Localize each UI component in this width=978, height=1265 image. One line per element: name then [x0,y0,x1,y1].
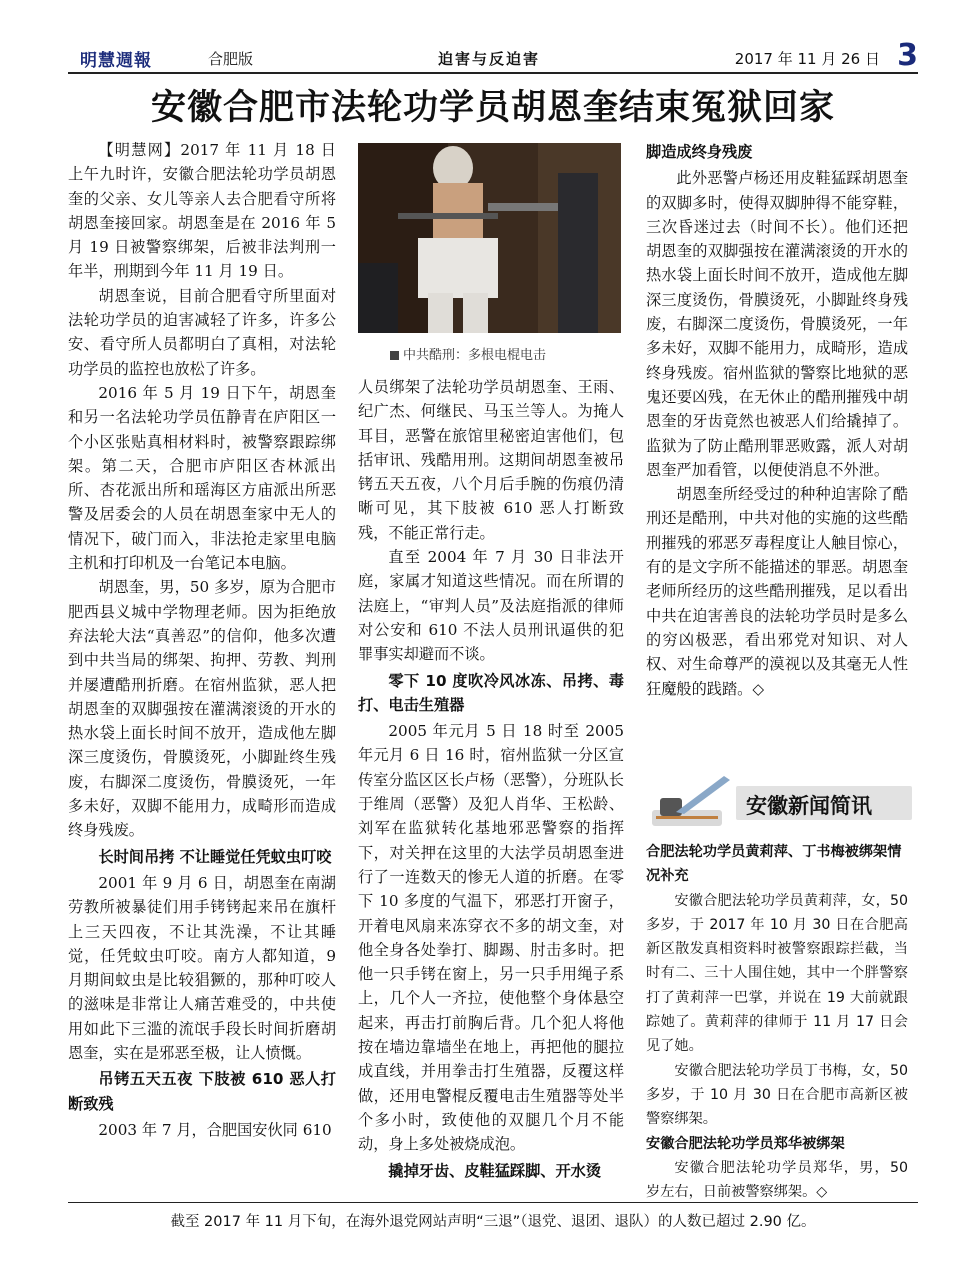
torture-photo [358,143,621,333]
paragraph: 2005 年元月 5 日 18 时至 2005 年元月 6 日 16 时，宿州监狱一分区宣传室分监区区长卢杨（恶警），分班队长于维周（恶警）及犯人肖华、王松龄、刘军在监狱转化基地邪恶警察的指挥下，对关押在这里的大法学员胡恩奎进行了一连数天的惨无人道的折磨。在零下 10 多度的气温下，邪恶打开窗子，开着电风扇来冻穿衣不多的胡文奎，对他全身各处拳打、脚踢、肘击多时。把他一只手铐在窗上，另一只手用绳子系上，几个人一齐拉，使他整个身体悬空起来，再击打前胸后背。几个犯人将他按在墙边靠墙坐在地上，再把他的腿拉成直线，并用拳击打生殖器，反覆这样做，还用电警棍反覆电击生殖器等处半个多小时，致使他的双腿几个月不能动，身上多处被烧成泡。 [358,722,624,1154]
paragraph: 直至 2004 年 7 月 30 日非法开庭，家属才知道这些情况。而在所谓的法庭上，“审判人员”及法庭指派的律师对公安和 610 不法人员刑讯逼供的犯罪事实却避而不谈。 [358,548,624,664]
brief-paragraph: 安徽合肥法轮功学员黄莉萍，女，50 多岁，于 2017 年 10 月 30 日在合肥高新区散发真相资料时被警察跟踪拦截，当时有二、三十人围住她，其中一个胖警察打了黄莉萍一巴掌，并说在 19 大前就跟踪她了。黄莉萍的律师于 11 月 17 日会见了她。 [646,892,908,1055]
paragraph: 2001 年 9 月 6 日，胡恩奎在南湖劳教所被暴徒们用手铐铐起来吊在旗杆上三天四夜，不让其洗澡，不让其睡觉，任凭蚊虫叮咬。南方人都知道，9 月期间蚊虫是比较猖獗的，那种叮咬人的滋味是非常让人痛苦难受的，中共使用如此下三滥的流氓手段长时间折磨胡恩奎，实在是邪恶至极，让人愤慨。 [68,873,336,1062]
article-title: 安徽合肥市法轮功学员胡恩奎结束冤狱回家 [150,87,835,128]
article-column-1 [68,138,336,1142]
news-heading: 安徽新闻简讯 [746,794,872,818]
header-rule [68,72,918,74]
news-brief-header [646,770,908,832]
photo-caption: 中共酷刑：多根电棍电击 [390,344,546,363]
masthead [68,40,918,72]
subheading: 零下 10 度吹冷风冰冻、吊拷、毒打、电击生殖器 [358,671,624,714]
footer-note: 截至 2017 年 11 月下旬，在海外退党网站声明“三退”（退党、退团、退队）的人数已超过 2.90 亿。 [170,1214,816,1230]
news-briefs [646,840,908,1204]
paragraph: 2016 年 5 月 19 日下午，胡恩奎和另一名法轮功学员伍静青在庐阳区一个小区张贴真相材料时，被警察跟踪绑架。第二天，合肥市庐阳区杏林派出所、杏花派出所和瑶海区方庙派出所恶警及居委会的人员在胡恩奎家中无人的情况下，破门而入，非法抢走家里电脑主机和打印机及一台笔记本电脑。 [68,383,336,573]
brief-paragraph: 安徽合肥法轮功学员郑华，男，50 岁左右，日前被警察绑架。◇ [646,1159,908,1201]
edition-label: 合肥版 [208,50,254,68]
subheading: 吊铐五天五夜 下肢被 610 恶人打断致残 [68,1070,336,1113]
brief-paragraph: 安徽合肥法轮功学员丁书梅，女，50 多岁，于 10 月 30 日在合肥市高新区被警察绑架。 [646,1062,908,1128]
paragraph: 2003 年 7 月，合肥国安伙同 610 [98,1120,332,1139]
subheading: 脚造成终身残废 [646,143,753,161]
paragraph: 胡恩奎说，目前合肥看守所里面对法轮功学员的迫害减轻了许多，许多公安、看守所人员都明白了真相，对法轮功学员的监控也放松了许多。 [68,286,336,378]
brief-title: 合肥法轮功学员黄莉萍、丁书梅被绑架情况补充 [646,844,902,885]
footer-rule [68,1202,918,1203]
article-column-2 [358,375,624,1185]
section-title: 迫害与反迫害 [438,50,541,68]
paragraph: 胡恩奎所经受过的种种迫害除了酷刑还是酷刑，中共对他的实施的这些酷刑摧残的邪恶歹毒程度让人触目惊心，有的是文字所不能描述的罪恶。胡恩奎老师所经历的这些酷刑摧残，足以看出中共在迫害善良的法轮功学员时是多么的穷凶极恶，看出邪党对知识、对人权、对生命尊严的漠视以及其毫无人性狂魔般的践踏。◇ [646,485,908,698]
paragraph: 此外恶警卢杨还用皮鞋猛踩胡恩奎的双脚多时，使得双脚肿得不能穿鞋，三次昏迷过去（时间不长）。他们还把胡恩奎的双脚强按在灌满滚烫的开水的热水袋上面长时间不放开，造成他左脚深三度烫伤，骨膜烫死，小脚趾终身残废，右脚深二度烫伤，骨膜烫死，一年多未好，双脚不能用力，成畸形，造成终身残废。宿州监狱的警察比地狱的恶鬼还要凶残，在无休止的酷刑摧残中胡恩奎的牙齿竟然也被恶人们给撬掉了。监狱为了防止酷刑罪恶败露，派人对胡恩奎严加看管，以便使消息不外泄。 [646,169,908,479]
subheading: 撬掉牙齿、皮鞋猛踩脚、开水烫 [388,1161,602,1180]
article-column-3 [646,138,908,701]
paragraph: 【明慧网】2017 年 11 月 18 日上午九时许，安徽合肥法轮功学员胡恩奎的父亲、女儿等亲人去合肥看守所将胡恩奎接回家。胡恩奎是在 2016 年 5 月 19 日被警察绑架，后被非法判刑一年半，刑期到今年 11 月 19 日。 [68,141,336,281]
caption-marker-icon [390,351,399,360]
paper-name: 明慧週報 [80,51,152,71]
subheading: 长时间吊拷 不让睡觉任凭蚊虫叮咬 [98,847,332,866]
brief-title: 安徽合肥法轮功学员郑华被绑架 [646,1135,845,1152]
issue-date: 2017 年 11 月 26 日 [734,50,880,68]
quill-ink-icon [646,772,736,830]
paragraph: 胡恩奎，男，50 多岁，原为合肥市肥西县义城中学物理老师。因为拒绝放弃法轮大法“真善忍”的信仰，他多次遭到中共当局的绑架、拘押、劳教、判刑并屡遭酷刑折磨。在宿州监狱，恶人把胡恩奎的双脚强按在灌满滚烫的开水的热水袋上面长时间不放开，造成他左脚深三度烫伤，骨膜烫死，小脚趾终生残废，右脚深二度烫伤，骨膜烫死，一年多未好，双脚不能用力，成畸形而造成终身残废。 [68,578,336,840]
page-number: 3 [897,38,918,73]
paragraph: 人员绑架了法轮功学员胡恩奎、王雨、纪广杰、何继民、马玉兰等人。为掩人耳目，恶警在旅馆里秘密迫害他们，包括审讯、残酷用刑。这期间胡恩奎被吊铐五天五夜，八个月后手腕的伤痕仍清晰可见，其下肢被 610 恶人打断致残，不能正常行走。 [358,378,624,542]
